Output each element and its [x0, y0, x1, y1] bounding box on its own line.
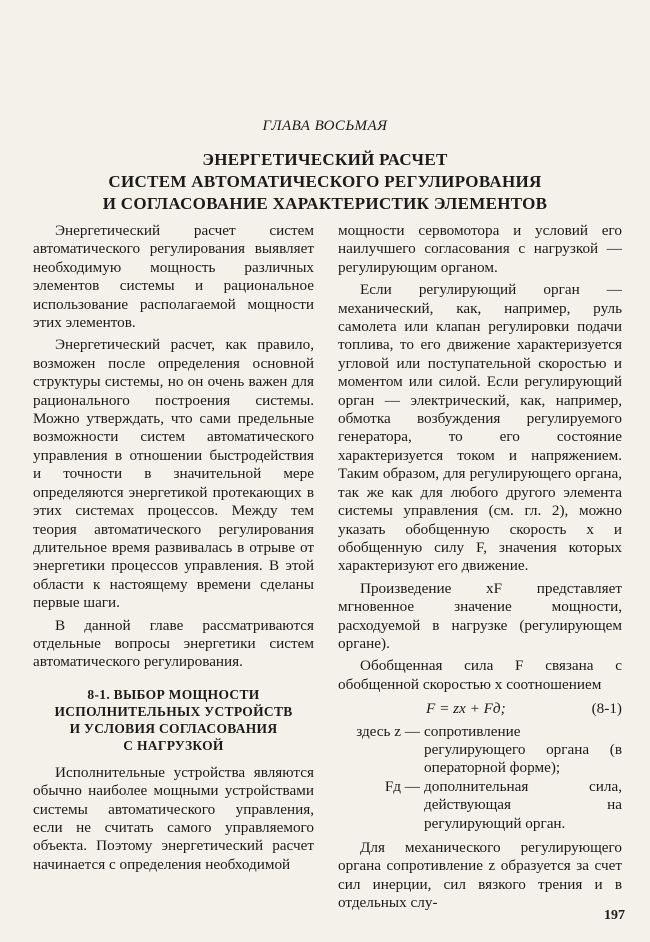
left-column [33, 222, 314, 878]
definition-text: дополнительная сила, действующая на регулирующий орган. [424, 777, 622, 832]
paragraph: Энергетический расчет систем автоматического регулирования выявляет необходимую мощность различных элементов системы и рациональное использование располагаемой мощности этих элементов. [33, 222, 314, 332]
formula-expression: F = zx + Fд; [426, 700, 506, 718]
paragraph: Для механического регулирующего органа сопротивление z образуется за счет сил инерции, сил вязкого трения и в отдельных слу- [338, 839, 622, 912]
paragraph: Произведение xF представляет мгновенное значение мощности, расходуемой в нагрузке (регулирующем органе). [338, 579, 622, 652]
chapter-header [0, 118, 650, 215]
chapter-title-line: СИСТЕМ АВТОМАТИЧЕСКОГО РЕГУЛИРОВАНИЯ [108, 172, 542, 191]
formula [338, 700, 622, 718]
formula-number: (8-1) [591, 700, 622, 718]
definition-row [338, 723, 622, 778]
paragraph: Энергетический расчет, как правило, возможен после определения основной структуры системы, но он очень важен для рационального построения системы. Можно утверждать, что сами предельные возможности систем автоматического управления в отношении быстродействия и точности в значительной мере определяются энергетикой протекающих в этих системах процессов. Между тем теория автоматического регулирования длительное время развивалась в отрыве от энергетики процессов управления. В этой области к настоящему времени сделаны первые шаги. [33, 336, 314, 612]
chapter-title-line: ЭНЕРГЕТИЧЕСКИЙ РАСЧЕТ [202, 150, 448, 169]
paragraph: В данной главе рассматриваются отдельные вопросы энергетики систем автоматического регулирования. [33, 616, 314, 671]
chapter-title-line: И СОГЛАСОВАНИЕ ХАРАКТЕРИСТИК ЭЛЕМЕНТОВ [102, 194, 548, 213]
definition-term: Fд — [384, 777, 420, 795]
definition-text: сопротивление регулирующего органа (в операторной форме); [424, 722, 622, 777]
section-heading-line: ИСПОЛНИТЕЛЬНЫХ УСТРОЙСТВ [54, 703, 293, 719]
paragraph: Исполнительные устройства являются обычно наиболее мощными устройствами системы автоматического управления, если не считать самого управляемого объекта. Поэтому энергетический расчет начинается с определения необходимой [33, 763, 314, 873]
paragraph: Если регулирующий орган — механический, как, например, руль самолета или клапан регулировки подачи топлива, то его движение характеризуется угловой или поступательной скоростью и моментом или силой. Если регулирующий орган — электрический, как, например, обмотка возбуждения регулируемого генератора, то его состояние характеризуется током и напряжением. Таким образом, для регулирующего органа, так же как для любого другого элемента системы управления (см. гл. 2), можно указать обобщенную скорость x и обобщенную силу F, значения которых характеризуют его движение. [338, 281, 622, 575]
right-column [338, 222, 622, 917]
definition-row [338, 778, 622, 833]
chapter-title [0, 149, 650, 215]
section-heading [33, 686, 314, 754]
section-heading-line: 8-1. ВЫБОР МОЩНОСТИ [87, 686, 260, 702]
definition-term: здесь z — [356, 722, 420, 740]
chapter-label: ГЛАВА ВОСЬМАЯ [262, 118, 388, 134]
section-heading-line: С НАГРУЗКОЙ [123, 737, 224, 753]
continued-paragraph: мощности сервомотора и условий его наилучшего согласования с нагрузкой — регулирующим органом. [338, 222, 622, 276]
page-number: 197 [604, 908, 625, 923]
paragraph: Обобщенная сила F связана с обобщенной скоростью x соотношением [338, 657, 622, 693]
section-heading-line: И УСЛОВИЯ СОГЛАСОВАНИЯ [69, 720, 278, 736]
